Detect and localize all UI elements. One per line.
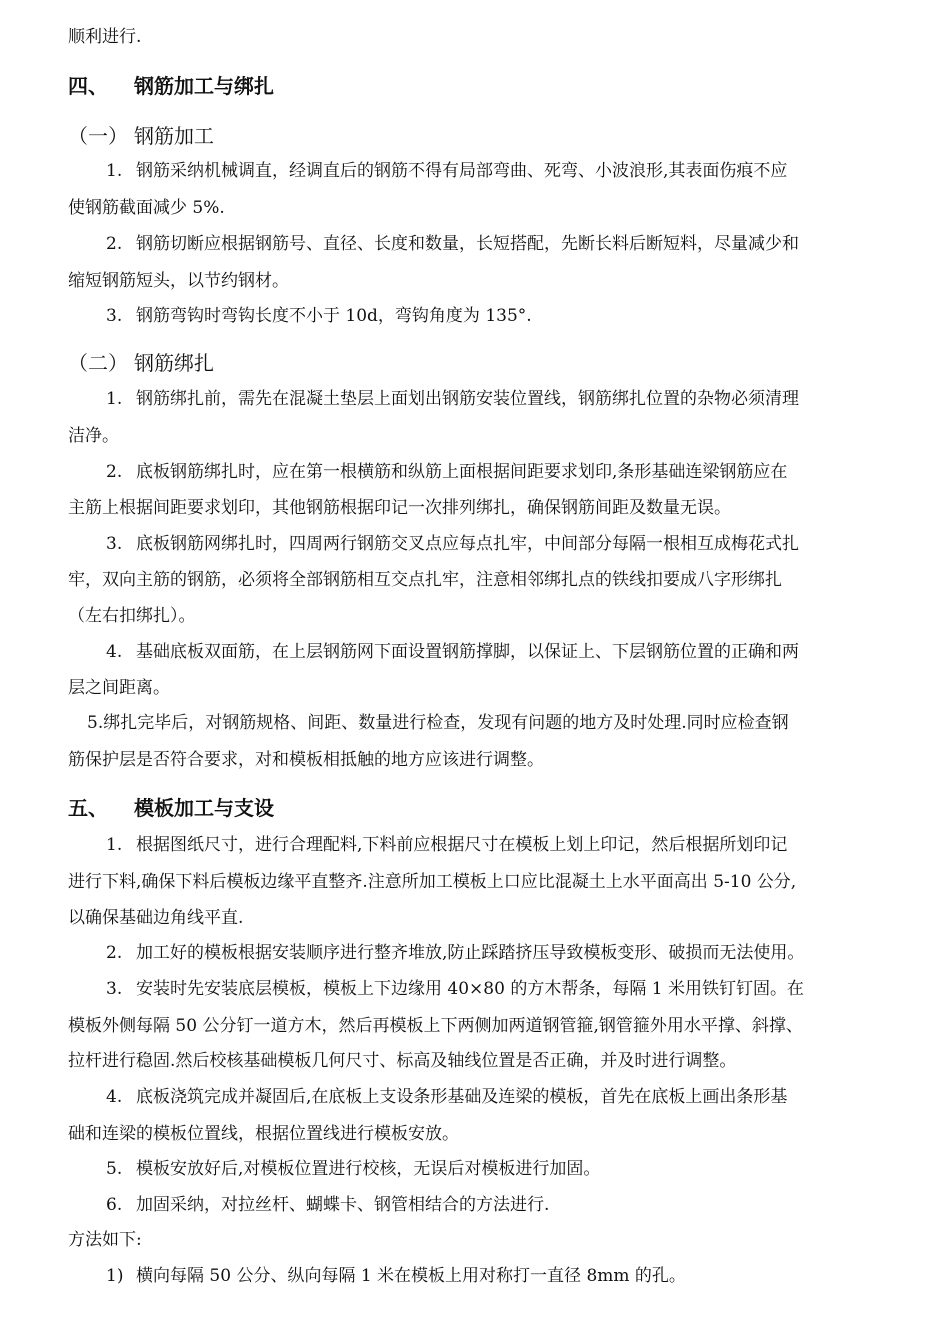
subsection-heading-1 — [68, 123, 950, 149]
item-text: 钢筋绑扎前，需先在混凝土垫层上面划出钢筋安装位置线，钢筋绑扎位置的杂物必须清理 — [136, 389, 799, 409]
list-item — [106, 641, 950, 663]
item-number: 4. — [106, 642, 123, 662]
item-number: 2. — [106, 943, 123, 963]
list-item — [106, 388, 950, 410]
paragraph-line: 缩短钢筋短头，以节约钢材。 — [68, 271, 289, 291]
item-text: 底板钢筋网绑扎时，四周两行钢筋交叉点应每点扎牢，中间部分每隔一根相互成梅花式扎 — [136, 534, 799, 554]
section-title: 钢筋加工与绑扎 — [134, 74, 274, 98]
section-title: 模板加工与支设 — [134, 796, 274, 820]
item-text: 安装时先安装底层模板，模板上下边缘用 40×80 的方木帮条，每隔 1 米用铁钉钉固。在 — [136, 979, 804, 999]
subsection-number: （一） — [68, 124, 128, 148]
paragraph-line: 洁净。 — [68, 426, 119, 446]
list-item — [106, 1265, 950, 1287]
item-number: 3. — [106, 534, 123, 554]
paragraph-line: 模板外侧每隔 50 公分钉一道方木，然后再模板上下两侧加两道钢管箍,钢管箍外用水平撑、斜撑、 — [68, 1016, 803, 1036]
list-item — [106, 533, 950, 555]
section-number: 四、 — [68, 74, 108, 98]
item-number: 1) — [106, 1266, 124, 1286]
item-text: 底板钢筋绑扎时，应在第一根横筋和纵筋上面根据间距要求划印,条形基础连梁钢筋应在 — [136, 462, 788, 482]
item-number: 2. — [106, 462, 123, 482]
paragraph-line: 牢，双向主筋的钢筋，必须将全部钢筋相互交点扎牢，注意相邻绑扎点的铁线扣要成八字形绑扎 — [68, 570, 782, 590]
paragraph-line: （左右扣绑扎）。 — [68, 606, 196, 626]
item-number: 1. — [106, 835, 123, 855]
item-text: 底板浇筑完成并凝固后,在底板上支设条形基础及连梁的模板，首先在底板上画出条形基 — [136, 1087, 788, 1107]
item-number: 3. — [106, 979, 123, 999]
list-item — [106, 834, 950, 856]
item-number: 3. — [106, 306, 123, 326]
subsection-number: （二） — [68, 351, 128, 375]
section-heading-4 — [68, 73, 950, 99]
item-number: 6. — [106, 1195, 123, 1215]
item-text: 加固采纳，对拉丝杆、蝴蝶卡、钢管相结合的方法进行. — [136, 1195, 550, 1215]
paragraph-line: 5.绑扎完毕后，对钢筋规格、间距、数量进行检查，发现有问题的地方及时处理.同时应检查钢 — [87, 713, 789, 733]
item-text: 基础底板双面筋，在上层钢筋网下面设置钢筋撑脚，以保证上、下层钢筋位置的正确和两 — [136, 642, 799, 662]
subsection-title: 钢筋加工 — [134, 124, 214, 148]
item-text: 钢筋切断应根据钢筋号、直径、长度和数量，长短搭配，先断长料后断短料，尽量减少和 — [136, 234, 799, 254]
subsection-heading-2 — [68, 350, 950, 376]
subsection-title: 钢筋绑扎 — [134, 351, 214, 375]
paragraph-line: 层之间距离。 — [68, 678, 170, 698]
item-text: 横向每隔 50 公分、纵向每隔 1 米在模板上用对称打一直径 8mm 的孔。 — [136, 1266, 686, 1286]
paragraph-line: 以确保基础边角线平直. — [68, 908, 244, 928]
paragraph-line: 使钢筋截面减少 5%. — [68, 198, 225, 218]
paragraph-line: 进行下料,确保下料后模板边缘平直整齐.注意所加工模板上口应比混凝土上水平面高出 5-10 公分, — [68, 872, 797, 892]
item-text: 加工好的模板根据安装顺序进行整齐堆放,防止踩踏挤压导致模板变形、破损而无法使用。 — [136, 943, 805, 963]
paragraph-line: 筋保护层是否符合要求，对和模板相抵触的地方应该进行调整。 — [68, 750, 544, 770]
list-item — [106, 160, 950, 182]
paragraph-line: 主筋上根据间距要求划印，其他钢筋根据印记一次排列绑扎，确保钢筋间距及数量无误。 — [68, 498, 731, 518]
item-number: 4. — [106, 1087, 123, 1107]
section-heading-5 — [68, 795, 950, 821]
paragraph-line: 方法如下: — [68, 1230, 142, 1250]
list-item — [106, 1158, 950, 1180]
list-item — [106, 1086, 950, 1108]
list-item — [106, 233, 950, 255]
list-item — [106, 1194, 950, 1216]
list-item — [106, 461, 950, 483]
list-item — [106, 942, 950, 964]
item-number: 5. — [106, 1159, 123, 1179]
item-number: 2. — [106, 234, 123, 254]
list-item — [106, 305, 950, 327]
section-number: 五、 — [68, 796, 108, 820]
item-number: 1. — [106, 389, 123, 409]
paragraph-line: 础和连梁的模板位置线，根据位置线进行模板安放。 — [68, 1124, 459, 1144]
item-text: 钢筋弯钩时弯钩长度不小于 10d，弯钩角度为 135°. — [136, 306, 532, 326]
item-number: 1. — [106, 161, 123, 181]
item-text: 模板安放好后,对模板位置进行校核，无误后对模板进行加固。 — [136, 1159, 601, 1179]
item-text: 根据图纸尺寸，进行合理配料,下料前应根据尺寸在模板上划上印记，然后根据所划印记 — [136, 835, 788, 855]
paragraph-line: 顺利进行. — [68, 27, 142, 47]
list-item — [106, 978, 950, 1000]
paragraph-line: 拉杆进行稳固.然后校核基础模板几何尺寸、标高及轴线位置是否正确，并及时进行调整。 — [68, 1051, 737, 1071]
item-text: 钢筋采纳机械调直，经调直后的钢筋不得有局部弯曲、死弯、小波浪形,其表面伤痕不应 — [136, 161, 788, 181]
